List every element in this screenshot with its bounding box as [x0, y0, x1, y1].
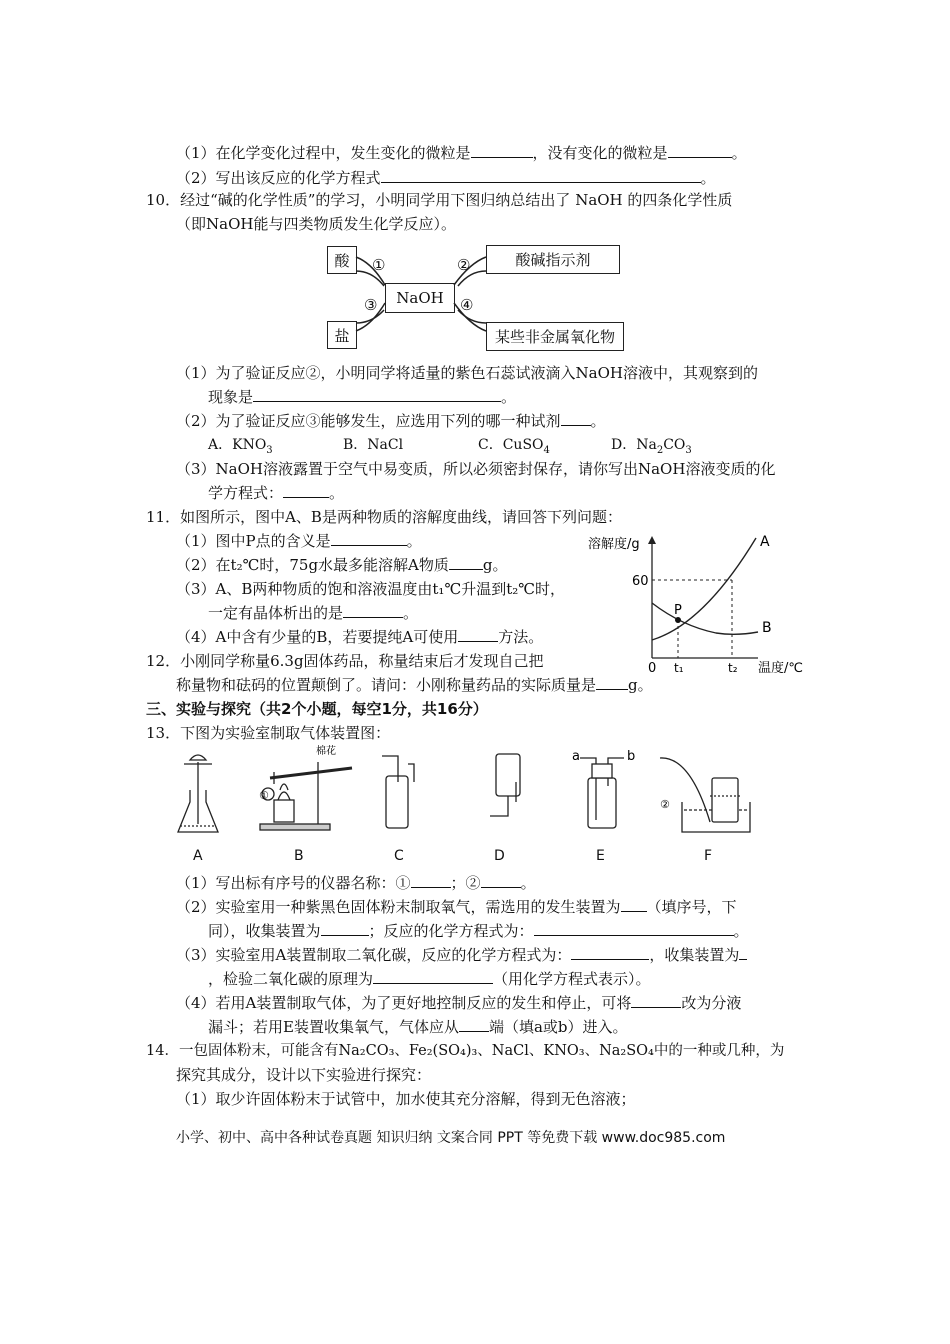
port-a-label: a	[572, 749, 580, 764]
apparatus-figure	[170, 742, 770, 842]
q11-s3c-text: 。	[403, 604, 419, 622]
blank[interactable]	[459, 1017, 489, 1032]
blank[interactable]	[571, 945, 649, 960]
q13-s2b-text: 同），收集装置为	[208, 922, 321, 940]
option-d-mid: CO	[663, 437, 686, 453]
page-footer: 小学、初中、高中各种试卷真题 知识归纳 文案合同 PPT 等免费下载 www.doc985.com	[176, 1130, 726, 1146]
q13-s2b3-text: 。	[733, 922, 749, 940]
option-d-sub2: 3	[685, 444, 692, 456]
q10-stem-line1: 10．经过“碱的化学性质”的学习，小明同学用下图归纳总结出了 NaOH 的四条化学性质	[146, 191, 733, 209]
apparatus-label-b: B	[294, 848, 304, 864]
series-b-label: B	[762, 620, 772, 636]
q10-s1c-text: 。	[501, 388, 517, 406]
q9-s1-text: （1）在化学变化过程中，发生变化的微粒是	[176, 144, 471, 162]
q9-part2	[176, 168, 716, 188]
q13-s2-line1	[176, 897, 737, 917]
apparatus-a	[178, 755, 218, 832]
q12-line1: 12．小刚同学称量6.3g固体药品，称量结束后才发现自己把	[146, 652, 544, 670]
q10-s2	[176, 411, 606, 431]
q13-s4b2-text: 端（填a或b）进入。	[488, 1018, 628, 1036]
q11-s1	[176, 531, 422, 551]
q13-s1	[176, 873, 536, 893]
option-d-text: D．Na	[611, 437, 657, 453]
apparatus-label-c: C	[394, 848, 404, 864]
q13-s4a-text: （4）若用A装置制取气体，为了更好地控制反应的发生和停止，可将	[176, 994, 632, 1012]
q10-s2b-text: 。	[590, 412, 606, 430]
blank[interactable]	[481, 873, 521, 888]
mark-1-label: ①	[259, 789, 269, 802]
x-tick-0: 0	[648, 661, 657, 673]
apparatus-label-f: F	[704, 848, 713, 864]
naoh-box: NaOH	[385, 283, 455, 313]
q9-s2b-text: 。	[700, 169, 716, 187]
q13-s2b2-text: ；反应的化学方程式为：	[368, 922, 534, 940]
q13-s2-line2	[208, 921, 749, 941]
q12-l2-text: 称量物和砝码的位置颠倒了。请问：小刚称量药品的实际质量是	[176, 676, 597, 694]
option-d[interactable]	[611, 435, 692, 461]
q14-line2: 探究其成分，设计以下实验进行探究：	[176, 1066, 432, 1084]
q11-s1b-text: 。	[406, 532, 422, 550]
q11-s2-text: （2）在t₂℃时，75g水最多能溶解A物质	[176, 556, 449, 574]
q11-s3-line1: （3）A、B两种物质的饱和溶液温度由t₁℃升温到t₂℃时，	[176, 580, 566, 598]
series-a-label: A	[760, 534, 770, 550]
y-axis-label: 溶解度/g	[588, 537, 640, 552]
blank[interactable]	[561, 411, 591, 426]
blank[interactable]	[534, 921, 734, 936]
q13-s3a-text: （3）实验室用A装置制取二氧化碳，反应的化学方程式为：	[176, 946, 572, 964]
blank[interactable]	[331, 531, 407, 546]
q11-s2	[176, 555, 508, 575]
acid-box: 酸	[327, 246, 357, 274]
q11-s4-text: （4）A中含有少量的B，若要提纯A可使用	[176, 628, 459, 646]
blank[interactable]	[411, 873, 451, 888]
reaction-2-label: ②	[457, 256, 471, 274]
option-a[interactable]	[208, 435, 273, 461]
series-b-line	[652, 603, 758, 634]
apparatus-label-a: A	[193, 848, 203, 864]
apparatus-d	[490, 754, 520, 816]
q11-s4b-text: 方法。	[498, 628, 544, 646]
q13-s2a-text: （2）实验室用一种紫黑色固体粉末制取氧气，需选用的发生装置为	[176, 898, 621, 916]
q12-line2	[176, 675, 653, 695]
q12-l2b-text: g。	[628, 676, 653, 694]
q11-s3b-text: 一定有晶体析出的是	[208, 604, 344, 622]
q10-s3-line2	[208, 483, 344, 503]
salt-box: 盐	[327, 321, 357, 349]
q13-s3-line2	[208, 969, 651, 989]
indicator-box: 酸碱指示剂	[486, 245, 620, 274]
blank[interactable]	[458, 627, 498, 642]
q10-s3c-text: 。	[329, 484, 345, 502]
q13-s3b2-text: （用化学方程式表示）。	[493, 970, 651, 988]
y-tick-60: 60	[632, 574, 649, 589]
p-label: P	[674, 603, 682, 618]
option-b[interactable]	[343, 435, 403, 455]
reaction-1-label: ①	[372, 256, 386, 274]
q13-stem: 13．下图为实验室制取气体装置图：	[146, 724, 391, 742]
blank[interactable]	[343, 603, 403, 618]
option-d-sub1: 2	[656, 444, 664, 456]
q11-s3-line2	[208, 603, 418, 623]
apparatus-e	[580, 758, 624, 828]
q10-s2-text: （2）为了验证反应③能够发生，应选用下列的哪一种试剂	[176, 412, 561, 430]
reaction-4-label: ④	[460, 296, 474, 314]
q10-s1b-text: 现象是	[208, 388, 254, 406]
blank[interactable]	[449, 555, 483, 570]
option-c[interactable]	[478, 435, 550, 461]
q11-stem: 11．如图所示，图中A、B是两种物质的溶解度曲线，请回答下列问题：	[146, 508, 622, 526]
q10-stem-line2: （即NaOH能与四类物质发生化学反应）。	[176, 215, 456, 233]
blank[interactable]	[321, 921, 369, 936]
q10-s1-line2	[208, 387, 516, 407]
blank[interactable]	[668, 143, 732, 158]
q13-s4-line2	[208, 1017, 628, 1037]
apparatus-label-d: D	[494, 848, 505, 864]
q11-s4	[176, 627, 543, 647]
blank[interactable]	[739, 945, 747, 960]
option-c-text: C．CuSO	[478, 437, 544, 453]
blank[interactable]	[253, 387, 501, 402]
q13-s3b-text: ，检验二氧化碳的原理为	[208, 970, 374, 988]
port-b-label: b	[627, 749, 636, 764]
q10-s3-line1: （3）NaOH溶液露置于空气中易变质，所以必须密封保存，请你写出NaOH溶液变质的化	[176, 460, 776, 478]
blank[interactable]	[381, 168, 701, 183]
blank[interactable]	[621, 897, 647, 912]
cotton-label: 棉花	[316, 746, 336, 757]
q13-s2a2-text: （填序号，下	[646, 898, 737, 916]
solubility-chart	[586, 528, 816, 673]
option-c-sub: 4	[543, 444, 550, 456]
q14-line1: 14．一包固体粉末，可能含有Na₂CO₃、Fe₂(SO₄)₃、NaCl、KNO₃、Na₂SO₄中的一种或几种，为	[146, 1043, 785, 1059]
q10-s1-line1: （1）为了验证反应②，小明同学将适量的紫色石蕊试液滴入NaOH溶液中，其观察到的	[176, 364, 758, 382]
q9-s2-text: （2）写出该反应的化学方程式	[176, 169, 381, 187]
apparatus-f	[660, 758, 750, 832]
blank[interactable]	[373, 969, 493, 984]
q11-s2b-text: g。	[482, 556, 508, 574]
q13-s4-line1	[176, 993, 741, 1013]
q13-s1c-text: 。	[520, 874, 536, 892]
q10-s3b-text: 学方程式：	[208, 484, 284, 502]
q13-s4b-text: 漏斗；若用E装置收集氧气，气体应从	[208, 1018, 459, 1036]
mark-2-label: ②	[660, 798, 670, 811]
x-tick-t2: t₂	[728, 661, 738, 673]
option-a-sub: 3	[266, 444, 273, 456]
x-axis-label: 温度/℃	[758, 661, 803, 673]
option-a-text: A．KNO	[208, 437, 267, 453]
apparatus-b	[260, 762, 352, 830]
series-a-line	[652, 538, 756, 640]
oxide-box: 某些非金属氧化物	[486, 322, 624, 351]
option-b-text: B．NaCl	[343, 437, 404, 453]
y-axis-arrow	[648, 536, 656, 544]
reaction-3-label: ③	[364, 296, 378, 314]
blank[interactable]	[471, 143, 533, 158]
q13-s3-line1	[176, 945, 747, 965]
q9-s1c-text: 。	[731, 144, 747, 162]
q9-part1	[176, 143, 747, 163]
apparatus-c	[382, 756, 414, 828]
q14-line3: （1）取少许固体粉末于试管中，加水使其充分溶解，得到无色溶液；	[176, 1090, 636, 1108]
blank[interactable]	[631, 993, 681, 1008]
q13-s4a2-text: 改为分液	[681, 994, 742, 1012]
q13-s3a2-text: ，收集装置为	[649, 946, 740, 964]
x-tick-t1: t₁	[674, 661, 684, 673]
q13-s1-text: （1）写出标有序号的仪器名称：①	[176, 874, 411, 892]
q11-s1-text: （1）图中P点的含义是	[176, 532, 331, 550]
blank[interactable]	[596, 675, 628, 690]
section-3-title: 三、实验与探究（共2个小题，每空1分，共16分）	[146, 700, 488, 718]
apparatus-label-e: E	[596, 848, 605, 864]
q9-s1b-text: ，没有变化的微粒是	[532, 144, 668, 162]
q13-s1b-text: ；②	[450, 874, 481, 892]
blank[interactable]	[283, 483, 329, 498]
